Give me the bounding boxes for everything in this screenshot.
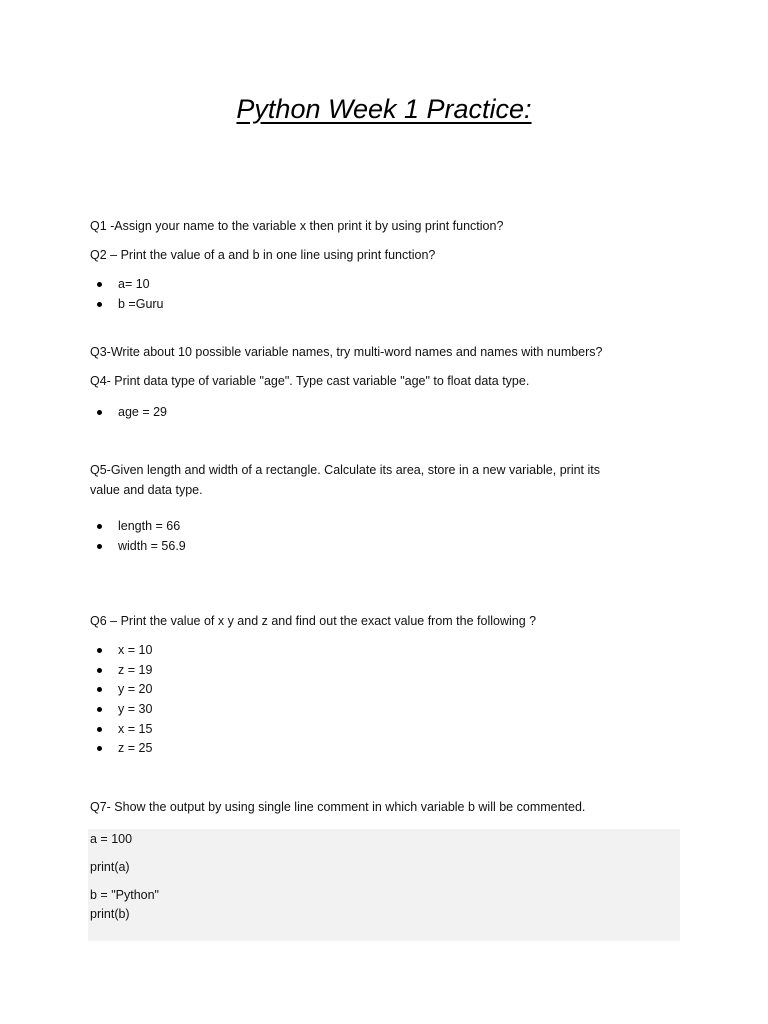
list-item: y = 30 xyxy=(90,700,152,720)
question-6-list xyxy=(90,641,152,759)
list-item: a= 10 xyxy=(90,275,164,295)
list-item: x = 15 xyxy=(90,720,152,740)
question-7: Q7- Show the output by using single line comment in which variable b will be commented. xyxy=(90,800,586,814)
bullet-icon xyxy=(97,746,102,751)
question-1: Q1 -Assign your name to the variable x then print it by using print function? xyxy=(90,219,504,233)
question-4: Q4- Print data type of variable "age". Type cast variable "age" to float data type. xyxy=(90,374,530,388)
list-item: length = 66 xyxy=(90,517,186,537)
bullet-icon xyxy=(97,410,102,415)
bullet-icon xyxy=(97,282,102,287)
question-6: Q6 – Print the value of x y and z and find out the exact value from the following ? xyxy=(90,614,537,628)
bullet-icon xyxy=(97,668,102,673)
question-5: Q5-Given length and width of a rectangle. Calculate its area, store in a new variable, print its value and data type. xyxy=(90,463,600,497)
page-title: Python Week 1 Practice: xyxy=(236,94,532,124)
bullet-icon xyxy=(97,727,102,732)
bullet-icon xyxy=(97,302,102,307)
list-item: x = 10 xyxy=(90,641,152,661)
list-item: z = 25 xyxy=(90,739,152,759)
question-2: Q2 – Print the value of a and b in one line using print function? xyxy=(90,248,436,262)
bullet-icon xyxy=(97,687,102,692)
question-3: Q3-Write about 10 possible variable names, try multi-word names and names with numbers? xyxy=(90,345,603,359)
list-item: b =Guru xyxy=(90,295,164,315)
code-line: print(b) xyxy=(90,907,130,921)
bullet-icon xyxy=(97,707,102,712)
bullet-icon xyxy=(97,524,102,529)
list-item: z = 19 xyxy=(90,661,152,681)
list-item: age = 29 xyxy=(90,403,167,423)
code-block xyxy=(88,829,680,941)
question-4-list xyxy=(90,403,167,423)
code-line: b = "Python" xyxy=(90,888,159,902)
question-2-list xyxy=(90,275,164,314)
bullet-icon xyxy=(97,648,102,653)
list-item: y = 20 xyxy=(90,680,152,700)
question-5-list xyxy=(90,517,186,556)
list-item: width = 56.9 xyxy=(90,537,186,557)
code-line: a = 100 xyxy=(90,832,133,846)
bullet-icon xyxy=(97,544,102,549)
code-line: print(a) xyxy=(90,860,130,874)
